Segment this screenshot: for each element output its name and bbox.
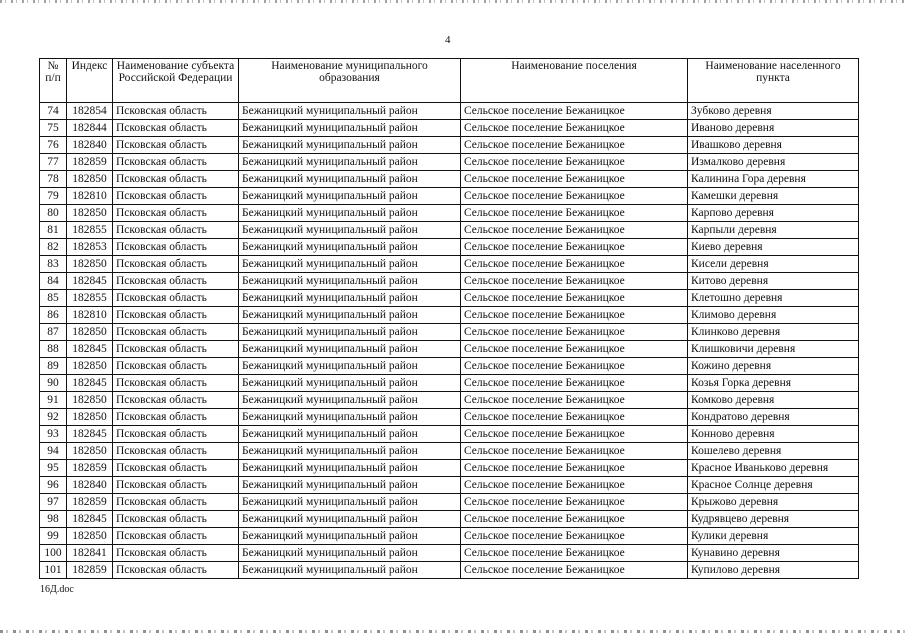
cell-subject: Псковская область <box>113 256 239 273</box>
cell-subject: Псковская область <box>113 154 239 171</box>
cell-municipal: Бежаницкий муниципальный район <box>239 154 461 171</box>
cell-index: 182855 <box>67 290 113 307</box>
cell-municipal: Бежаницкий муниципальный район <box>239 256 461 273</box>
cell-locality: Кошелево деревня <box>688 443 859 460</box>
cell-locality: Китово деревня <box>688 273 859 290</box>
table-body <box>40 103 859 579</box>
cell-locality: Иваново деревня <box>688 120 859 137</box>
cell-municipal: Бежаницкий муниципальный район <box>239 120 461 137</box>
cell-municipal: Бежаницкий муниципальный район <box>239 392 461 409</box>
cell-subject: Псковская область <box>113 324 239 341</box>
cell-number: 79 <box>40 188 67 205</box>
cell-settlement: Сельское поселение Бежаницкое <box>461 341 688 358</box>
cell-municipal: Бежаницкий муниципальный район <box>239 511 461 528</box>
cell-settlement: Сельское поселение Бежаницкое <box>461 103 688 120</box>
cell-locality: Клишковичи деревня <box>688 341 859 358</box>
cell-number: 97 <box>40 494 67 511</box>
cell-locality: Камешки деревня <box>688 188 859 205</box>
cell-settlement: Сельское поселение Бежаницкое <box>461 290 688 307</box>
table-row <box>40 409 859 426</box>
cell-locality: Ивашково деревня <box>688 137 859 154</box>
table-row <box>40 358 859 375</box>
cell-municipal: Бежаницкий муниципальный район <box>239 222 461 239</box>
cell-settlement: Сельское поселение Бежаницкое <box>461 239 688 256</box>
cell-number: 94 <box>40 443 67 460</box>
cell-municipal: Бежаницкий муниципальный район <box>239 324 461 341</box>
cell-subject: Псковская область <box>113 358 239 375</box>
cell-municipal: Бежаницкий муниципальный район <box>239 375 461 392</box>
cell-index: 182844 <box>67 120 113 137</box>
cell-locality: Калинина Гора деревня <box>688 171 859 188</box>
cell-number: 88 <box>40 341 67 358</box>
cell-municipal: Бежаницкий муниципальный район <box>239 171 461 188</box>
cell-settlement: Сельское поселение Бежаницкое <box>461 154 688 171</box>
cell-subject: Псковская область <box>113 120 239 137</box>
cell-index: 182845 <box>67 341 113 358</box>
cell-municipal: Бежаницкий муниципальный район <box>239 341 461 358</box>
cell-locality: Измалково деревня <box>688 154 859 171</box>
table-row <box>40 392 859 409</box>
cell-subject: Псковская область <box>113 307 239 324</box>
cell-number: 91 <box>40 392 67 409</box>
header-subject: Наименование субъекта Российской Федерации <box>113 59 239 103</box>
cell-index: 182810 <box>67 188 113 205</box>
cell-municipal: Бежаницкий муниципальный район <box>239 562 461 579</box>
cell-index: 182841 <box>67 545 113 562</box>
cell-municipal: Бежаницкий муниципальный район <box>239 239 461 256</box>
header-num: № п/п <box>40 59 67 103</box>
cell-settlement: Сельское поселение Бежаницкое <box>461 273 688 290</box>
cell-index: 182850 <box>67 205 113 222</box>
cell-subject: Псковская область <box>113 545 239 562</box>
cell-number: 100 <box>40 545 67 562</box>
cell-index: 182840 <box>67 137 113 154</box>
cell-settlement: Сельское поселение Бежаницкое <box>461 256 688 273</box>
header-locality: Наименование населенного пункта <box>688 59 859 103</box>
table-row <box>40 341 859 358</box>
cell-locality: Климово деревня <box>688 307 859 324</box>
cell-number: 99 <box>40 528 67 545</box>
cell-subject: Псковская область <box>113 392 239 409</box>
cell-subject: Псковская область <box>113 273 239 290</box>
cell-municipal: Бежаницкий муниципальный район <box>239 494 461 511</box>
cell-settlement: Сельское поселение Бежаницкое <box>461 528 688 545</box>
cell-municipal: Бежаницкий муниципальный район <box>239 443 461 460</box>
cell-locality: Клинково деревня <box>688 324 859 341</box>
cell-index: 182850 <box>67 443 113 460</box>
cell-subject: Псковская область <box>113 239 239 256</box>
cell-settlement: Сельское поселение Бежаницкое <box>461 477 688 494</box>
cell-subject: Псковская область <box>113 562 239 579</box>
table-row <box>40 545 859 562</box>
table-row <box>40 324 859 341</box>
cell-settlement: Сельское поселение Бежаницкое <box>461 511 688 528</box>
cell-settlement: Сельское поселение Бежаницкое <box>461 409 688 426</box>
cell-number: 76 <box>40 137 67 154</box>
table-row <box>40 477 859 494</box>
cell-index: 182845 <box>67 375 113 392</box>
cell-locality: Красное Иваньково деревня <box>688 460 859 477</box>
cell-index: 182855 <box>67 222 113 239</box>
header-index: Индекс <box>67 59 113 103</box>
cell-municipal: Бежаницкий муниципальный район <box>239 205 461 222</box>
cell-number: 80 <box>40 205 67 222</box>
cell-settlement: Сельское поселение Бежаницкое <box>461 494 688 511</box>
table-row <box>40 443 859 460</box>
cell-number: 75 <box>40 120 67 137</box>
cell-settlement: Сельское поселение Бежаницкое <box>461 358 688 375</box>
cell-settlement: Сельское поселение Бежаницкое <box>461 562 688 579</box>
cell-number: 85 <box>40 290 67 307</box>
cell-locality: Кисели деревня <box>688 256 859 273</box>
cell-settlement: Сельское поселение Бежаницкое <box>461 460 688 477</box>
cell-index: 182845 <box>67 426 113 443</box>
cell-index: 182845 <box>67 511 113 528</box>
cell-settlement: Сельское поселение Бежаницкое <box>461 120 688 137</box>
table-row <box>40 171 859 188</box>
scan-edge-bottom <box>0 630 905 633</box>
cell-index: 182853 <box>67 239 113 256</box>
cell-number: 84 <box>40 273 67 290</box>
cell-number: 90 <box>40 375 67 392</box>
cell-locality: Карпыли деревня <box>688 222 859 239</box>
cell-number: 98 <box>40 511 67 528</box>
cell-settlement: Сельское поселение Бежаницкое <box>461 324 688 341</box>
cell-locality: Кожино деревня <box>688 358 859 375</box>
cell-index: 182850 <box>67 171 113 188</box>
cell-municipal: Бежаницкий муниципальный район <box>239 545 461 562</box>
cell-locality: Комково деревня <box>688 392 859 409</box>
cell-locality: Красное Солнце деревня <box>688 477 859 494</box>
cell-municipal: Бежаницкий муниципальный район <box>239 477 461 494</box>
cell-subject: Псковская область <box>113 222 239 239</box>
cell-index: 182859 <box>67 494 113 511</box>
table-row <box>40 290 859 307</box>
cell-locality: Кудрявцево деревня <box>688 511 859 528</box>
cell-subject: Псковская область <box>113 205 239 222</box>
table-row <box>40 154 859 171</box>
cell-locality: Купилово деревня <box>688 562 859 579</box>
cell-index: 182850 <box>67 358 113 375</box>
cell-index: 182850 <box>67 256 113 273</box>
cell-municipal: Бежаницкий муниципальный район <box>239 137 461 154</box>
cell-subject: Псковская область <box>113 426 239 443</box>
cell-municipal: Бежаницкий муниципальный район <box>239 307 461 324</box>
table-row <box>40 137 859 154</box>
table-row <box>40 307 859 324</box>
cell-subject: Псковская область <box>113 188 239 205</box>
document-filename: 16Д.doc <box>40 584 74 595</box>
cell-index: 182840 <box>67 477 113 494</box>
cell-number: 101 <box>40 562 67 579</box>
table-header-row <box>40 59 859 103</box>
cell-subject: Псковская область <box>113 460 239 477</box>
table-row <box>40 188 859 205</box>
cell-subject: Псковская область <box>113 528 239 545</box>
cell-index: 182845 <box>67 273 113 290</box>
cell-index: 182850 <box>67 392 113 409</box>
header-settlement: Наименование поселения <box>461 59 688 103</box>
table-row <box>40 528 859 545</box>
cell-subject: Псковская область <box>113 375 239 392</box>
cell-index: 182854 <box>67 103 113 120</box>
cell-index: 182850 <box>67 528 113 545</box>
cell-municipal: Бежаницкий муниципальный район <box>239 290 461 307</box>
cell-number: 92 <box>40 409 67 426</box>
cell-index: 182859 <box>67 154 113 171</box>
cell-number: 82 <box>40 239 67 256</box>
table-row <box>40 562 859 579</box>
cell-municipal: Бежаницкий муниципальный район <box>239 409 461 426</box>
cell-municipal: Бежаницкий муниципальный район <box>239 460 461 477</box>
table-row <box>40 205 859 222</box>
cell-locality: Кунавино деревня <box>688 545 859 562</box>
table-row <box>40 103 859 120</box>
cell-settlement: Сельское поселение Бежаницкое <box>461 205 688 222</box>
cell-municipal: Бежаницкий муниципальный район <box>239 528 461 545</box>
cell-subject: Псковская область <box>113 341 239 358</box>
cell-locality: Конново деревня <box>688 426 859 443</box>
cell-number: 77 <box>40 154 67 171</box>
cell-municipal: Бежаницкий муниципальный район <box>239 426 461 443</box>
cell-index: 182859 <box>67 562 113 579</box>
cell-municipal: Бежаницкий муниципальный район <box>239 273 461 290</box>
cell-number: 74 <box>40 103 67 120</box>
cell-subject: Псковская область <box>113 137 239 154</box>
cell-locality: Киево деревня <box>688 239 859 256</box>
cell-locality: Кондратово деревня <box>688 409 859 426</box>
cell-settlement: Сельское поселение Бежаницкое <box>461 307 688 324</box>
cell-settlement: Сельское поселение Бежаницкое <box>461 426 688 443</box>
cell-index: 182810 <box>67 307 113 324</box>
cell-subject: Псковская область <box>113 103 239 120</box>
cell-number: 81 <box>40 222 67 239</box>
cell-number: 95 <box>40 460 67 477</box>
cell-number: 96 <box>40 477 67 494</box>
table-row <box>40 222 859 239</box>
cell-locality: Крыжово деревня <box>688 494 859 511</box>
cell-settlement: Сельское поселение Бежаницкое <box>461 443 688 460</box>
cell-municipal: Бежаницкий муниципальный район <box>239 103 461 120</box>
cell-settlement: Сельское поселение Бежаницкое <box>461 222 688 239</box>
cell-settlement: Сельское поселение Бежаницкое <box>461 375 688 392</box>
cell-index: 182859 <box>67 460 113 477</box>
cell-index: 182850 <box>67 324 113 341</box>
cell-subject: Псковская область <box>113 443 239 460</box>
cell-subject: Псковская область <box>113 494 239 511</box>
cell-number: 89 <box>40 358 67 375</box>
cell-locality: Зубково деревня <box>688 103 859 120</box>
cell-subject: Псковская область <box>113 171 239 188</box>
cell-municipal: Бежаницкий муниципальный район <box>239 358 461 375</box>
cell-number: 86 <box>40 307 67 324</box>
page-number: 4 <box>445 34 451 46</box>
table-row <box>40 426 859 443</box>
table-row <box>40 239 859 256</box>
cell-settlement: Сельское поселение Бежаницкое <box>461 188 688 205</box>
cell-locality: Карпово деревня <box>688 205 859 222</box>
table-row <box>40 494 859 511</box>
cell-locality: Клетошно деревня <box>688 290 859 307</box>
header-municipal: Наименование муниципального образования <box>239 59 461 103</box>
cell-settlement: Сельское поселение Бежаницкое <box>461 545 688 562</box>
cell-settlement: Сельское поселение Бежаницкое <box>461 392 688 409</box>
cell-locality: Кулики деревня <box>688 528 859 545</box>
cell-number: 83 <box>40 256 67 273</box>
cell-settlement: Сельское поселение Бежаницкое <box>461 171 688 188</box>
table-row <box>40 256 859 273</box>
table-row <box>40 120 859 137</box>
table-row <box>40 375 859 392</box>
cell-number: 87 <box>40 324 67 341</box>
cell-number: 78 <box>40 171 67 188</box>
table-row <box>40 273 859 290</box>
cell-subject: Псковская область <box>113 511 239 528</box>
cell-municipal: Бежаницкий муниципальный район <box>239 188 461 205</box>
localities-table <box>39 58 859 579</box>
cell-number: 93 <box>40 426 67 443</box>
scan-edge-top <box>0 0 905 3</box>
cell-locality: Козья Горка деревня <box>688 375 859 392</box>
cell-settlement: Сельское поселение Бежаницкое <box>461 137 688 154</box>
table-row <box>40 511 859 528</box>
cell-index: 182850 <box>67 409 113 426</box>
cell-subject: Псковская область <box>113 409 239 426</box>
table-row <box>40 460 859 477</box>
cell-subject: Псковская область <box>113 290 239 307</box>
cell-subject: Псковская область <box>113 477 239 494</box>
